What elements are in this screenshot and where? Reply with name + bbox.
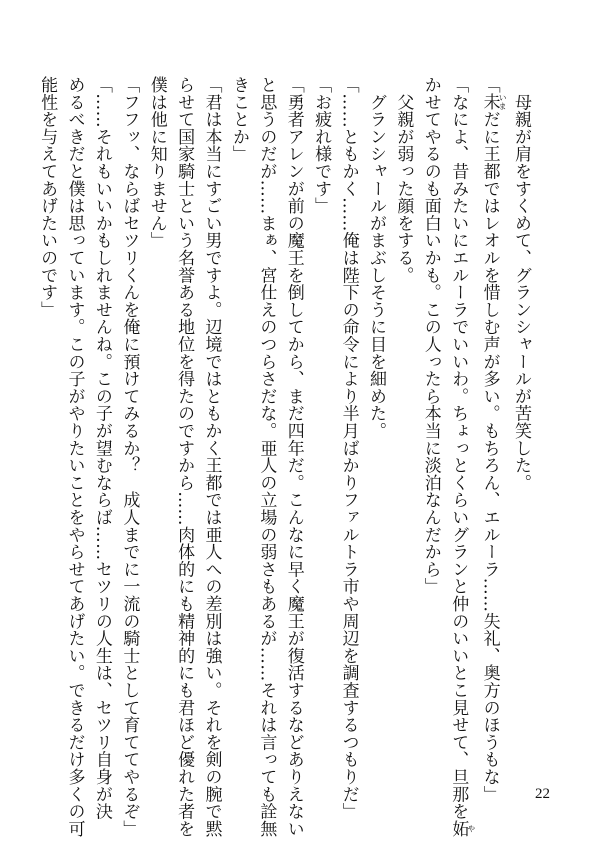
text-line: 僕は他に知りません」 <box>146 76 167 249</box>
page-number: 22 <box>535 786 550 802</box>
text-line: 「なによ、昔みたいにエルーラでいいわ。ちょっとくらいグランと仲のいいとこ見せて、旦那を妬や <box>448 76 476 838</box>
vertical-body-text <box>33 76 534 838</box>
text-line: 能性を与えてあげたいのです」 <box>37 76 58 319</box>
text-line: めるべきだと僕は思っています。この子がやりたいことをやらせてあげたい。できるだけ多くの可 <box>64 76 85 838</box>
text-line: かせてやるのも面白いかも。この人ったら本当に淡泊なんだから」 <box>420 76 441 595</box>
text-line: 「勇者アレンが前の魔王を倒してから、まだ四年だ。こんなに早く魔王が復活するなどありえない <box>283 76 304 838</box>
text-line: らせて国家騎士という名誉ある地位を得たのですから……肉体的にも精神的にも君ほど優れた者を <box>174 76 195 838</box>
ruby-netamu: 妬や <box>448 819 476 838</box>
text-line: と思うのだが……まぁ、宮仕えのつらさだな。亜人の立場の弱さもあるが……それは言っても詮無 <box>256 76 277 838</box>
text-line: 「フフッ、ならばセツリくんを俺に預けてみるか？ 成人までに一流の騎士として育ててやるぞ」 <box>119 76 140 838</box>
text-line: 母親が肩をすくめて、グランシャールが苦笑した。 <box>511 76 531 492</box>
text-line: 「お疲れ様です」 <box>311 76 332 215</box>
text-line: きことか」 <box>228 76 249 163</box>
ruby-mada: 未いま <box>479 93 508 111</box>
text-line: 「未いまだに王都ではレオルを惜しむ声が多い。もちろん、エルーラ……失礼、奥方のほうもな」 <box>479 76 508 803</box>
text-line: 「……それもいいかもしれませんね。この子が望むならば……セツリの人生は、セツリ自身が決 <box>91 76 112 820</box>
text-line: グランシャールがまぶしそうに目を細めた。 <box>365 76 386 440</box>
text-line: 父親が弱った顔をする。 <box>393 76 414 284</box>
text-line: 「君は本当にすごい男ですよ。辺境ではともかく王都では亜人への差別は強い。それを剣の腕で黙 <box>201 76 222 838</box>
text-line: 「……ともかく……俺は陛下の命令により半月ばかりファルトラ市や周辺を調査するつもりだ」 <box>338 76 359 820</box>
